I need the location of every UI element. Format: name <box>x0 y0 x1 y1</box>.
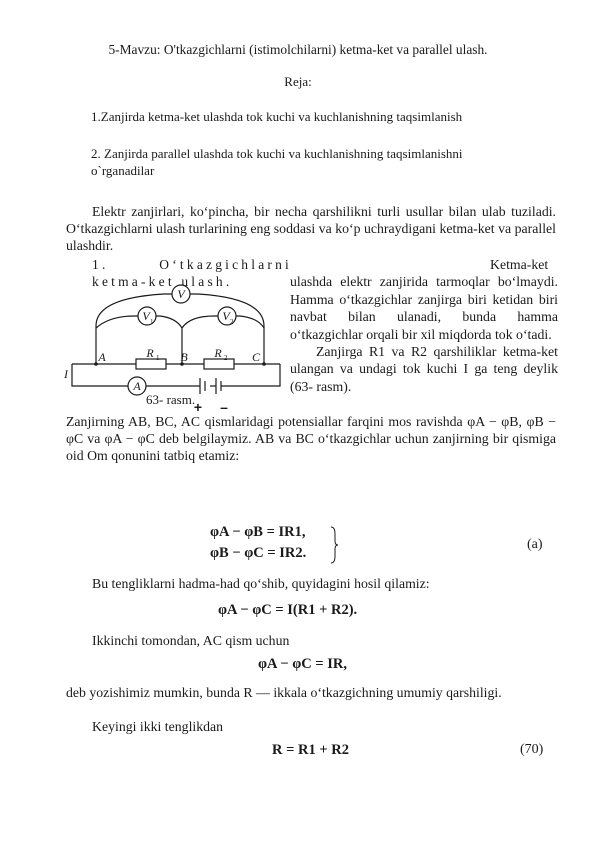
plan-heading: Reja: <box>284 74 312 89</box>
equation-a1: φA − φB = IR1, <box>210 524 306 540</box>
point-a-label: A <box>98 350 106 364</box>
point-c-label: C <box>251 350 261 364</box>
series-description: Ketma-ket ulashda elektr zanjirida tarmoqlar bo‘lmaydi. Hamma o‘tkazgichlar zanjirga biri ketidan biri navbat bilan ulanadi, bunda hamma o‘tkazgichlar orqali bir xil miqdorda tok o‘tadi. <box>290 257 558 342</box>
equation-sum: φA − φC = I(R1 + R2). <box>218 602 358 618</box>
section-heading: 1. O‘tkazgichlarni ketma-ket ulash. <box>92 257 292 289</box>
series-setup-paragraph: Zanjirga R1 va R2 qarshiliklar ketma-ket ulangan va undagi tok kuchi I ga teng deylik (63- rasm). <box>290 344 558 394</box>
svg-text:2: 2 <box>224 354 228 362</box>
equation-final: R = R1 + R2 <box>272 742 349 758</box>
svg-text:1: 1 <box>150 318 154 326</box>
ammeter-label: A <box>133 379 141 393</box>
intro-paragraph: Elektr zanjirlari, ko‘pincha, bir necha qarshilikni turli usullar bilan ulab tuziladi. O‘tkazgichlarni ulash turlarining eng soddasi va ko‘p uchraydigani ketma-ket va parallel ulashdir. <box>66 204 556 253</box>
ac-paragraph: Ikkinchi tomondan, AC qism uchun <box>92 633 290 648</box>
voltmeter-v-label: V <box>177 287 185 301</box>
equation-a-label: (a) <box>527 537 543 552</box>
total-resistance-paragraph: deb yozishimiz mumkin, bunda R — ikkala o‘tkazgichning umumiy qarshiligi. <box>66 685 502 700</box>
svg-text:2: 2 <box>230 318 234 326</box>
current-label: I <box>64 367 68 381</box>
battery-plus-label: + <box>193 399 203 415</box>
svg-text:1: 1 <box>156 354 160 362</box>
equation-brace <box>330 526 338 564</box>
equation-ac: φA − φC = IR, <box>258 656 348 672</box>
equation-final-label: (70) <box>520 742 544 757</box>
plan-item-2: 2. Zanjirda parallel ulashda tok kuchi va kuchlanishning taqsimlanishni o`rganadilar <box>91 146 463 178</box>
voltmeter-v1-label: V <box>142 309 150 323</box>
plan-item-1: 1.Zanjirda ketma-ket ulashda tok kuchi va kuchlanishning taqsimlanish <box>91 109 463 124</box>
resistor-r2-label: R <box>214 346 222 360</box>
point-b-label: B <box>180 350 188 364</box>
battery-minus-label: – <box>220 399 228 415</box>
resistor-r1-label: R <box>146 346 154 360</box>
voltmeter-v2-label: V <box>222 309 230 323</box>
conclusion-intro: Keyingi ikki tenglikdan <box>92 719 224 734</box>
page-title: 5-Mavzu: O'tkazgichlarni (istimolchilarni) ketma-ket va parallel ulash. <box>108 42 488 57</box>
equation-a2: φB − φC = IR2. <box>210 545 307 561</box>
potentials-paragraph: Zanjirning AB, BC, AC qismlaridagi potensiallar farqini mos ravishda φA − φB, φB − φC va φA − φC deb belgilaymiz. AB va BC o‘tkazgichlar uchun zanjirning bir qismiga oid Om qonunini tatbiq etamiz: <box>66 414 556 463</box>
figure-caption: 63- rasm. <box>146 392 196 407</box>
sum-paragraph: Bu tengliklarni hadma-had qo‘shib, quyidagini hosil qilamiz: <box>92 576 430 591</box>
